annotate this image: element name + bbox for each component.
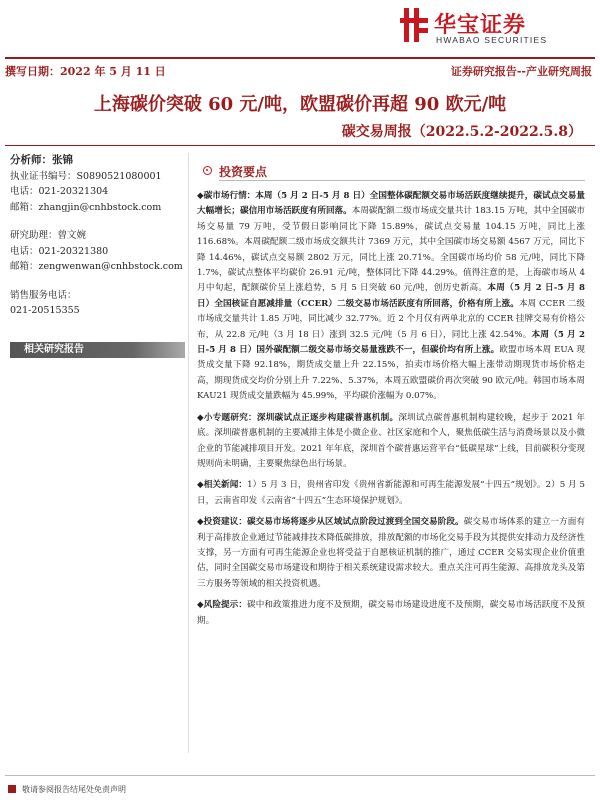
market-body: 本周碳配额二级市场成交量共计 183.15 万吨，其中全国碳市场交易量 79 万吨，受节假日影响同比下降 15.89%，碳试点交易量 104.15 万吨，同比上涨 116.68%。本周碳配额二级市场成交额共计 7369 万元，其中全国碳市场交易额 4567 万元，同比下降 14.46%，碳试点交易额 2802 万元，同比上涨 20.71%。全国碳市场均价 58 元/吨，同比下降 1.7%，碳试点整体平均碳价 26.91 元/吨，整体同比下降 44.29%。值得注意的是，上海碳市场从 4 月中旬起，配额碳价呈上涨趋势，5 月 5 日突破 60 元/吨，创历史新高。: [197, 206, 585, 294]
advice-key: ◆投资建议：碳交易市场将逐步从区域试点阶段过渡到全国交易阶段。: [197, 517, 464, 528]
hwabao-logo-icon: [400, 6, 428, 44]
analyst-license: 执业证书编号：S0890521080001: [10, 170, 162, 182]
sales-label: 销售服务电话：: [10, 289, 77, 301]
market-key: ◆碳市场行情：本周（5 月 2 日-5 月 8 日）全国整体碳配额交易市场活跃度继续提升，碳试点交易量大幅增长；碳信用市场活跃度有所回落。: [197, 191, 585, 217]
section-header: [197, 163, 585, 183]
risk-paragraph: [197, 598, 585, 629]
brand-logo: [400, 6, 578, 46]
risk-key: ◆风险提示：: [197, 600, 248, 611]
ccer-key: 本周（5 月 2 日-5 月 8 日）全国核证自愿减排量（CCER）二级交易市场活跃度有所回落，价格有所上涨。: [197, 283, 585, 309]
footer-square-icon: [8, 785, 16, 793]
title-divider: [5, 145, 595, 146]
assistant-email[interactable]: 邮箱：zengwenwan@cnhbstock.com: [10, 261, 183, 272]
brand-name-cn: 华宝证券: [434, 13, 527, 38]
disclaimer-note: 敬请参阅报告结尾处免责声明: [22, 785, 126, 794]
news-paragraph: [197, 478, 585, 509]
risk-body: 碳中和政策推进力度不及预期，碳交易市场建设进度不及预期，碳交易市场活跃度不及预期。: [197, 600, 585, 626]
investment-highlights: [197, 163, 585, 635]
market-paragraph: [197, 189, 585, 405]
report-type: 证券研究报告--产业研究周报: [450, 65, 592, 78]
report-date: 撰写日期：2022 年 5 月 11 日: [5, 65, 166, 78]
header-divider: [5, 57, 595, 59]
ccer-body: 本周 CCER 二级市场成交量共计 1.85 万吨，同比减少 32.77%。近 2 个月仅有两单北京的 CCER 挂牌交易有价格公布，从 22.8 元/吨（3 月 18 日）涨到 32.5 元/吨（5 月 6 日），同比上涨 42.54%。: [197, 298, 586, 340]
news-body: 1）5 月 3 日，贵州省印发《贵州省新能源和可再生能源发展“十四五”规划》。2）5 月 5 日，云南省印发《云南省“十四五”生态环境保护规划》。: [197, 480, 585, 506]
section-title: 投资要点: [219, 165, 268, 179]
intl-body: 欧盟市场本周 EUA 现货成交量下降 92.18%，期货成交量上升 22.15%，拍卖市场价格大幅上涨带动期现货市场价格走高，期现货成交均价分别上升 7.22%、5.37%，本周五欧盟碳价再次突破 90 欧元/吨。韩国市场本周 KAU21 现货成交量跌幅为 45.99%，平均碳价涨幅为 0.07%。: [197, 345, 585, 402]
analyst-name: 分析师：张锦: [10, 154, 73, 166]
analyst-phone: 电话：021-20321304: [10, 186, 109, 197]
report-main-title: 上海碳价突破 60 元/吨，欧盟碳价再超 90 欧元/吨: [93, 94, 507, 115]
intl-key: 本周（5 月 2 日-5 月 8 日）国外碳配额二级交易市场交易量涨跌不一，但碳价均有所上涨。: [197, 329, 585, 356]
target-bullet-icon: [203, 166, 212, 175]
analyst-sidebar: [10, 153, 185, 319]
topic-key: ◆小专题研究：深圳碳试点正逐步构建碳普惠机制。: [197, 412, 399, 423]
section-rule: [219, 180, 585, 181]
advice-paragraph: [197, 515, 585, 592]
column-divider: [188, 153, 189, 753]
news-key: ◆相关新闻：: [197, 480, 248, 491]
topic-body: 深圳试点碳普惠机制构建较晚，起步于 2021 年底。深圳碳普惠机制的主要减排主体是小微企业、社区家庭和个人，聚焦低碳生活与消费场景以及小微企业的节能减排项目开发。2021 年年底，深圳首个碳普惠运营平台“低碳星球”上线，目前碳积分变现规则尚未明确，主要聚焦绿色出行场景。: [197, 412, 585, 469]
report-sub-title: 碳交易周报（2022.5.2-2022.5.8）: [341, 124, 582, 140]
topic-paragraph: [197, 411, 585, 473]
brand-name-en: HWABAO SECURITIES: [436, 35, 548, 45]
sales-phone: 021-20515355: [10, 305, 80, 316]
assistant-name: 研究助理：曾文婉: [10, 230, 87, 241]
advice-body: 碳交易市场体系的建立一方面有利于高排放企业通过节能减排技术降低碳排放，排放配额的市场化交易手段为其提供安排动力及经济性支撑，另一方面有可再生能源企业也将受益于自愿核证机制的推广，通过 CCER 交易实现企业价值重估，同时全国碳交易市场建设和期待于相关系统建设需求较大。重点关注可再生能源、高排放龙头及第三方服务等领域的相关投资机遇。: [197, 517, 585, 589]
footer-divider: [5, 775, 595, 776]
related-reports-header: 相关研究报告: [10, 342, 185, 358]
analyst-email[interactable]: 邮箱：zhangjin@cnhbstock.com: [10, 201, 162, 213]
assistant-phone: 电话：021-20321380: [10, 245, 109, 257]
